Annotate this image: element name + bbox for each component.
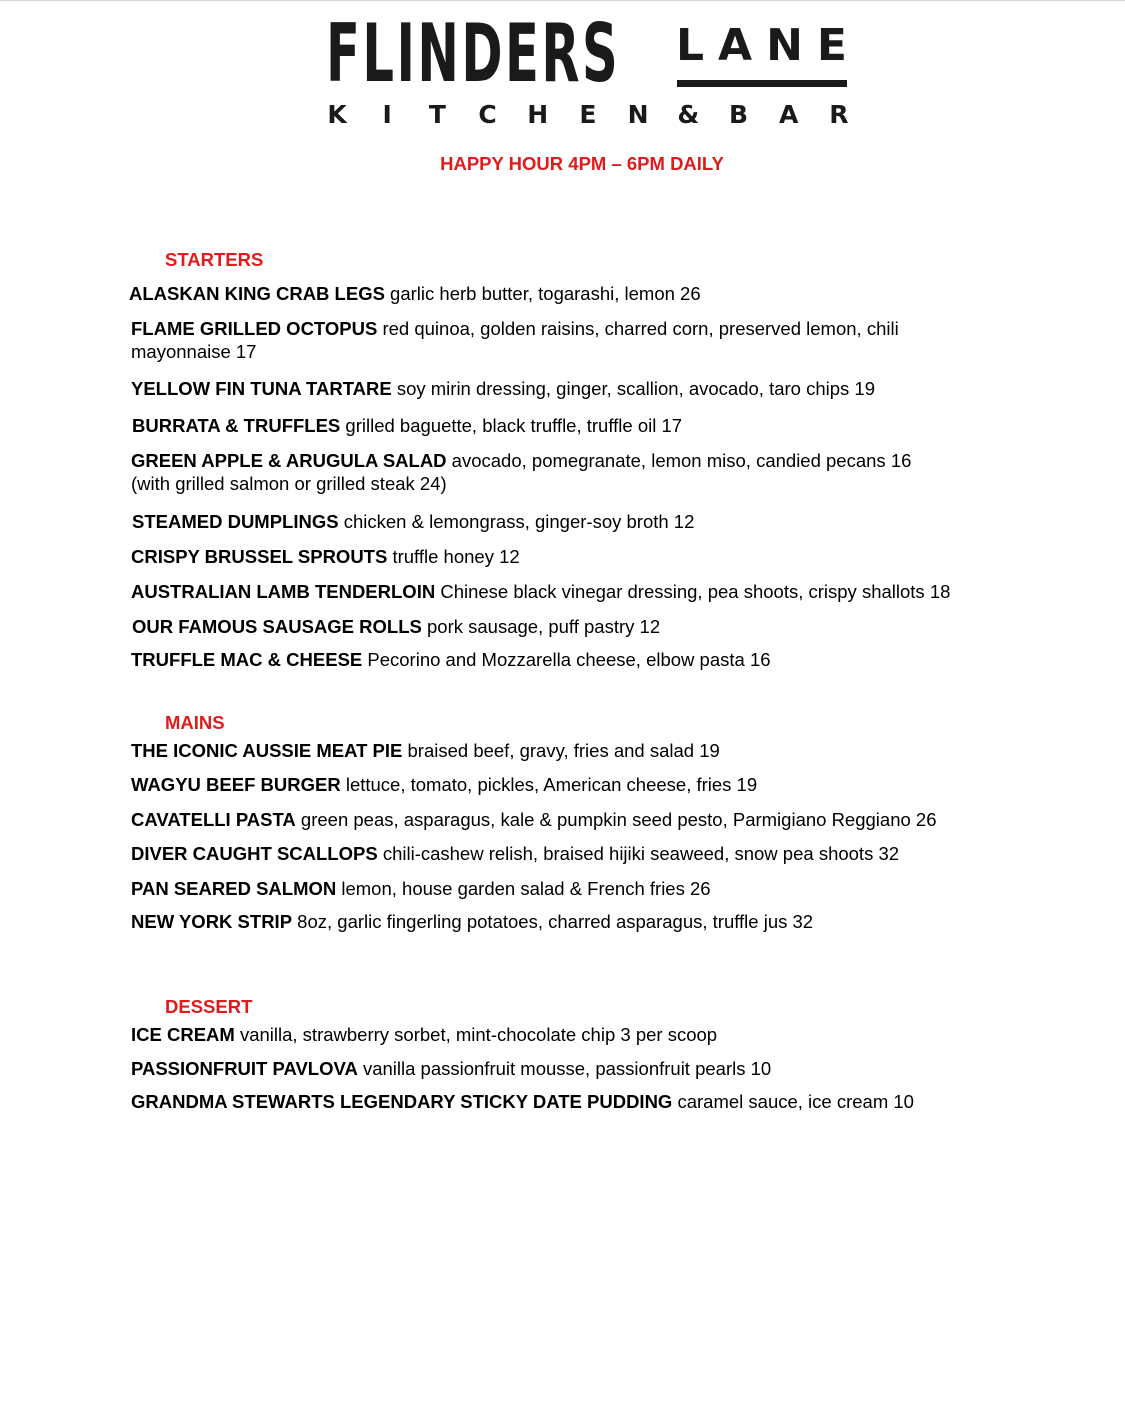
menu-item <box>131 739 720 762</box>
logo-subtitle <box>326 100 850 130</box>
logo-letter: H <box>527 100 549 129</box>
menu-item <box>131 449 931 495</box>
menu-item-description: vanilla, strawberry sorbet, mint-chocolate chip 3 per scoop <box>234 1024 718 1045</box>
menu-item-name: DIVER CAUGHT SCALLOPS <box>131 843 378 864</box>
menu-item-description: lettuce, tomato, pickles, American cheese, fries 19 <box>340 774 758 795</box>
menu-item <box>131 877 711 900</box>
menu-item <box>131 910 813 933</box>
menu-item-description: chili-cashew relish, braised hijiki seaweed, snow pea shoots 32 <box>377 843 900 864</box>
menu-item <box>131 1090 914 1113</box>
menu-item-name: CRISPY BRUSSEL SPROUTS <box>131 546 388 567</box>
restaurant-logo <box>326 7 861 132</box>
menu-item-name: STEAMED DUMPLINGS <box>132 511 339 532</box>
menu-item-name: ALASKAN KING CRAB LEGS <box>129 283 385 304</box>
menu-item <box>131 545 520 568</box>
menu-item <box>131 377 875 400</box>
menu-item-description: soy mirin dressing, ginger, scallion, avocado, taro chips 19 <box>391 378 875 399</box>
menu-item-name: ICE CREAM <box>131 1024 235 1045</box>
menu-item <box>131 317 961 363</box>
menu-item <box>131 842 899 865</box>
menu-item-description: garlic herb butter, togarashi, lemon 26 <box>384 283 701 304</box>
menu-item-name: CAVATELLI PASTA <box>131 809 296 830</box>
menu-item-name: GREEN APPLE & ARUGULA SALAD <box>131 450 447 471</box>
menu-item-description: Pecorino and Mozzarella cheese, elbow pasta 16 <box>362 649 771 670</box>
logo-letter: A <box>779 100 799 129</box>
menu-item-name: TRUFFLE MAC & CHEESE <box>131 649 363 670</box>
logo-letter: B <box>728 100 749 129</box>
menu-item <box>131 580 950 603</box>
menu-item-name: YELLOW FIN TUNA TARTARE <box>131 378 392 399</box>
menu-item-name: THE ICONIC AUSSIE MEAT PIE <box>131 740 403 761</box>
logo-letter: N <box>627 100 649 129</box>
section-title-mains: MAINS <box>165 712 225 733</box>
logo-letter: C <box>478 100 497 129</box>
logo-letter: K <box>327 100 347 129</box>
logo-underline <box>677 80 847 87</box>
menu-item-description: avocado, pomegranate, lemon miso, candied pecans 16 (with grilled salmon or grilled steak 24) <box>131 450 912 494</box>
happy-hour-banner: HAPPY HOUR 4PM – 6PM DAILY <box>440 153 724 174</box>
menu-item <box>129 282 701 305</box>
menu-item <box>131 648 771 671</box>
menu-item <box>131 1023 717 1046</box>
menu-item <box>132 414 682 437</box>
menu-item-description: braised beef, gravy, fries and salad 19 <box>402 740 720 761</box>
menu-item-name: WAGYU BEEF BURGER <box>131 774 341 795</box>
menu-item <box>131 773 757 796</box>
menu-item-name: AUSTRALIAN LAMB TENDERLOIN <box>131 581 436 602</box>
menu-item-description: chicken & lemongrass, ginger-soy broth 12 <box>338 511 695 532</box>
menu-item <box>132 615 660 638</box>
menu-item-description: red quinoa, golden raisins, charred corn, preserved lemon, chili mayonnaise 17 <box>131 318 899 362</box>
logo-letter: E <box>579 100 597 129</box>
logo-letter: & <box>677 100 700 129</box>
menu-item-name: FLAME GRILLED OCTOPUS <box>131 318 378 339</box>
menu-item-name: PAN SEARED SALMON <box>131 878 337 899</box>
menu-item-description: green peas, asparagus, kale & pumpkin seed pesto, Parmigiano Reggiano 26 <box>295 809 937 830</box>
menu-item-description: vanilla passionfruit mousse, passionfruit pearls 10 <box>357 1058 772 1079</box>
menu-item-description: grilled baguette, black truffle, truffle oil 17 <box>340 415 683 436</box>
menu-item-name: NEW YORK STRIP <box>131 911 293 932</box>
logo-letter: I <box>382 100 392 129</box>
menu-item-description: truffle honey 12 <box>387 546 520 567</box>
menu-item <box>132 510 694 533</box>
logo-name-main: FLINDERS <box>326 7 621 100</box>
menu-item <box>131 808 937 831</box>
menu-item <box>131 1057 771 1080</box>
section-title-dessert: DESSERT <box>165 996 253 1017</box>
menu-item-name: GRANDMA STEWARTS LEGENDARY STICKY DATE PUDDING <box>131 1091 673 1112</box>
section-title-starters: STARTERS <box>165 249 264 270</box>
menu-item-name: OUR FAMOUS SAUSAGE ROLLS <box>132 616 422 637</box>
menu-item-name: BURRATA & TRUFFLES <box>132 415 341 436</box>
menu-item-description: caramel sauce, ice cream 10 <box>672 1091 914 1112</box>
menu-item-name: PASSIONFRUIT PAVLOVA <box>131 1058 358 1079</box>
menu-item-description: Chinese black vinegar dressing, pea shoots, crispy shallots 18 <box>435 581 951 602</box>
menu-item-description: pork sausage, puff pastry 12 <box>421 616 661 637</box>
logo-letter: R <box>829 100 849 129</box>
top-rule <box>0 0 1125 1</box>
logo-name-lane: LANE <box>676 20 861 71</box>
logo-letter: T <box>428 100 446 129</box>
menu-item-description: 8oz, garlic fingerling potatoes, charred asparagus, truffle jus 32 <box>292 911 814 932</box>
menu-item-description: lemon, house garden salad & French fries 26 <box>336 878 711 899</box>
